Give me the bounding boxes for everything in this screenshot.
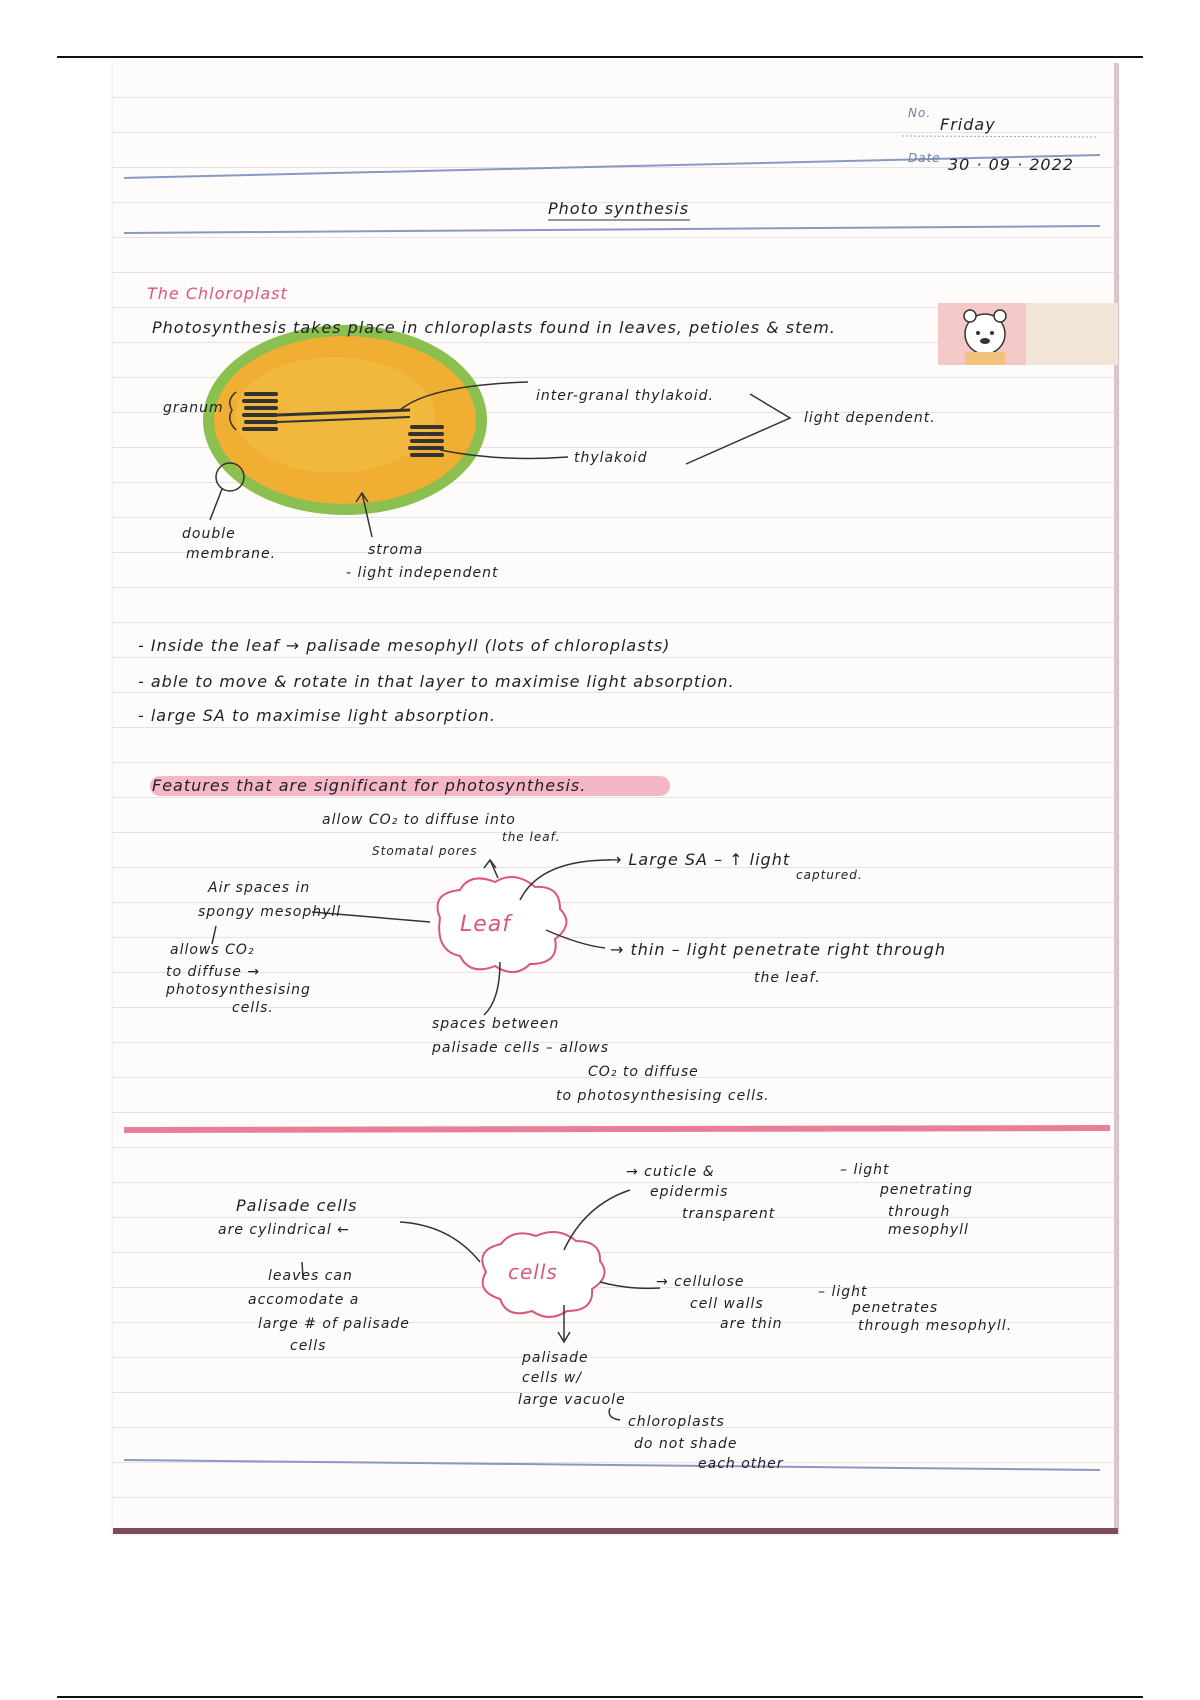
header-line-2	[124, 226, 1100, 233]
leaf-node: Leaf	[460, 912, 512, 937]
cellulose-text-1: → cellulose	[656, 1274, 745, 1290]
vacuole-text-5: do not shade	[634, 1436, 738, 1452]
spaces-text-2: palisade cells – allows	[432, 1040, 610, 1056]
air-text-2: spongy mesophyll	[198, 904, 342, 920]
day-value: Friday	[940, 115, 996, 134]
palisade-text-6: cells	[290, 1338, 327, 1354]
bullet-1: - Inside the leaf → palisade mesophyll (lots of chloroplasts)	[138, 636, 671, 655]
cuticle-text-7: mesophyll	[888, 1222, 969, 1238]
cuticle-text-3: transparent	[682, 1206, 776, 1222]
air-text-5: photosynthesising	[166, 982, 311, 998]
double-membrane-label-1: double	[182, 526, 236, 542]
stomatal-text-3: Stomatal pores	[372, 844, 478, 858]
cells-node: cells	[508, 1260, 558, 1284]
palisade-text-3: leaves can	[268, 1268, 353, 1284]
cuticle-text-5: penetrating	[880, 1182, 973, 1198]
thin-text-1: → thin – light penetrate right through	[610, 940, 946, 959]
granum-label: granum	[163, 400, 224, 416]
no-line	[902, 136, 1098, 137]
palisade-text-4: accomodate a	[248, 1292, 360, 1308]
stomatal-text-1: allow CO₂ to diffuse into	[322, 812, 516, 828]
stomatal-text-2: the leaf.	[502, 830, 561, 844]
palisade-text-5: large # of palisade	[258, 1316, 410, 1332]
stroma-label: stroma	[368, 542, 424, 558]
air-text-6: cells.	[232, 1000, 274, 1016]
palisade-text-2: are cylindrical ←	[218, 1222, 350, 1238]
double-membrane-label-2: membrane.	[186, 546, 277, 562]
date-value: 30 · 09 · 2022	[948, 155, 1074, 174]
bullet-3: - large SA to maximise light absorption.	[138, 706, 496, 725]
cuticle-text-2: epidermis	[650, 1184, 729, 1200]
date-label: Date	[908, 151, 941, 165]
inter-granal-label: inter-granal thylakoid.	[536, 388, 714, 404]
vacuole-text-6: each other	[698, 1456, 784, 1472]
cellulose-text-3: are thin	[720, 1316, 783, 1332]
cellulose-text-4: – light	[818, 1284, 868, 1300]
chloroplast-diagram	[203, 325, 790, 537]
chloroplast-intro: Photosynthesis takes place in chloroplasts found in leaves, petioles & stem.	[152, 318, 836, 337]
bear-icon	[964, 310, 1006, 365]
page-title: Photo synthesis	[548, 199, 690, 218]
air-text-3: allows CO₂	[170, 942, 255, 958]
thin-text-2: the leaf.	[754, 970, 821, 986]
large-sa-text-1: → Large SA – ↑ light	[608, 850, 791, 869]
cuticle-text-4: – light	[840, 1162, 890, 1178]
features-heading: Features that are significant for photosynthesis.	[152, 776, 587, 795]
cellulose-text-2: cell walls	[690, 1296, 764, 1312]
vacuole-text-1: palisade	[522, 1350, 589, 1366]
thylakoid-label: thylakoid	[574, 450, 648, 466]
footer-line	[124, 1460, 1100, 1470]
large-sa-text-2: captured.	[796, 868, 863, 882]
cuticle-text-6: through	[888, 1204, 951, 1220]
spaces-text-4: to photosynthesising cells.	[556, 1088, 770, 1104]
light-dependent-label: light dependent.	[804, 410, 936, 426]
bullet-2: - able to move & rotate in that layer to maximise light absorption.	[138, 672, 735, 691]
air-text-4: to diffuse →	[166, 964, 261, 980]
spaces-text-3: CO₂ to diffuse	[588, 1064, 699, 1080]
cellulose-text-5: penetrates	[852, 1300, 939, 1316]
cuticle-text-1: → cuticle &	[626, 1164, 715, 1180]
vacuole-text-4: chloroplasts	[628, 1414, 725, 1430]
section-divider	[124, 1128, 1110, 1130]
spaces-text-1: spaces between	[432, 1016, 560, 1032]
no-label: No.	[908, 106, 932, 120]
vacuole-text-3: large vacuole	[518, 1392, 626, 1408]
air-text-1: Air spaces in	[208, 880, 311, 896]
palisade-text-1: Palisade cells	[236, 1196, 358, 1215]
light-independent-label: - light independent	[346, 565, 499, 581]
chloroplast-heading: The Chloroplast	[147, 284, 288, 303]
vacuole-text-2: cells w/	[522, 1370, 583, 1386]
cellulose-text-6: through mesophyll.	[858, 1318, 1013, 1334]
